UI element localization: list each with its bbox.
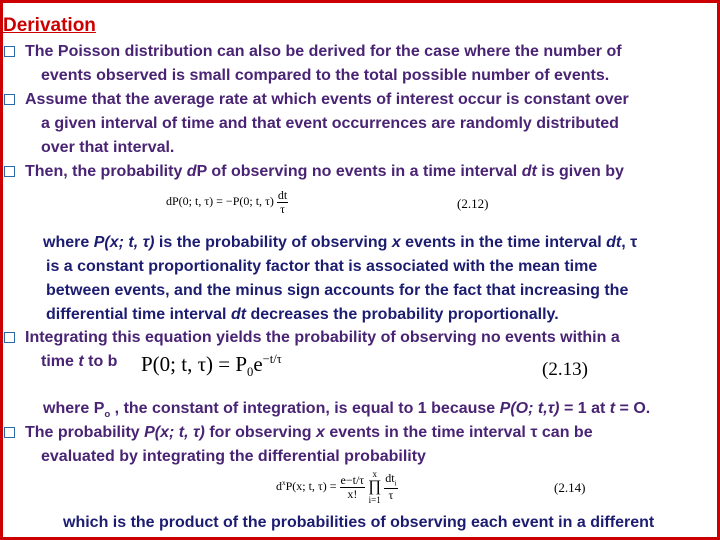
equation-2-14-fraction-2 <box>384 472 397 502</box>
bullet-4-line-2: time t to b <box>41 353 118 370</box>
equation-2-13 <box>141 352 284 380</box>
explanation-2-12-line-2: is a constant proportionality factor that is associated with the mean time <box>46 258 598 275</box>
equation-2-13-exponent: −t/τ <box>262 352 282 366</box>
equation-2-14-product <box>368 469 381 505</box>
bullet-5-line-2: evaluated by integrating the differential probability <box>41 448 426 465</box>
bullet-icon <box>4 427 15 438</box>
bullet-5-line-1: The probability P(x; t, τ) for observing x events in the time interval τ can be <box>25 424 593 441</box>
explanation-2-12-line-1: where P(x; t, τ) is the probability of observing x events in the time interval dt, τ <box>43 234 638 251</box>
equation-2-14-lhs-rest: P(x; t, τ) = <box>285 478 337 493</box>
bullet-2-line-1: Assume that the average rate at which events of interest occur is constant over <box>25 91 629 108</box>
equation-2-13-base: e <box>253 352 263 376</box>
equation-2-12-frac-num: dt <box>277 188 288 202</box>
equation-2-12 <box>166 189 288 215</box>
equation-2-14-frac2-den: τ <box>388 488 394 503</box>
explanation-2-14: which is the product of the probabilities of observing each event in a different <box>63 514 655 531</box>
equation-2-14-lhs: d <box>276 478 282 493</box>
equation-2-13-number: (2.13) <box>542 359 588 380</box>
equation-2-14-frac1-den: x! <box>347 486 358 501</box>
bullet-3-line-1: Then, the probability dP of observing no events in a time interval dt is given by <box>25 163 624 180</box>
product-symbol-icon: ∏ <box>368 478 382 495</box>
equation-2-14-frac2-sub: i <box>394 479 397 488</box>
explanation-2-12-line-4: differential time interval dt decreases the probability proportionally. <box>46 306 559 323</box>
slide-title: Derivation <box>3 15 96 36</box>
equation-2-14-number: (2.14) <box>554 480 586 495</box>
equation-2-14-frac2-num <box>384 472 397 489</box>
bullet-icon <box>4 166 15 177</box>
equation-2-14-product-bottom: i=1 <box>368 495 381 505</box>
bullet-1-line-2: events observed is small compared to the total possible number of events. <box>41 67 610 84</box>
equation-2-14 <box>276 469 398 505</box>
equation-2-12-frac-den: τ <box>280 201 285 216</box>
bullet-2-line-3: over that interval. <box>41 139 175 156</box>
bullet-icon <box>4 332 15 343</box>
equation-2-13-lhs: P(0; t, τ) = P <box>141 352 248 376</box>
bullet-icon <box>4 94 15 105</box>
bullet-1-line-1: The Poisson distribution can also be derived for the case where the number of <box>25 43 622 60</box>
explanation-2-12-line-3: between events, and the minus sign accounts for the fact that increasing the <box>46 282 629 299</box>
bullet-4-line-1: Integrating this equation yields the probability of observing no events within a <box>25 329 620 346</box>
equation-2-14-lhs-sup: x <box>282 478 286 487</box>
bullet-2-line-2: a given interval of time and that event occurrences are randomly distributed <box>41 115 619 132</box>
equation-2-14-frac1-num: e−t/τ <box>340 472 365 487</box>
equation-2-14-frac2-num-text: dt <box>385 471 395 486</box>
equation-2-12-fraction <box>277 189 288 215</box>
equation-2-12-number: (2.12) <box>457 196 489 211</box>
bullet-icon <box>4 46 15 57</box>
equation-2-12-lhs: dP(0; t, τ) = −P(0; t, τ) <box>166 193 274 208</box>
explanation-2-13: where $P_o$ , the constant of integration, is equal to 1 because P(O; t,τ) = 1 at t = O. <box>43 400 651 421</box>
equation-2-13-sub: 0 <box>247 365 254 380</box>
equation-2-14-fraction-1 <box>340 474 366 500</box>
equation-2-14-product-top: x <box>372 469 377 479</box>
